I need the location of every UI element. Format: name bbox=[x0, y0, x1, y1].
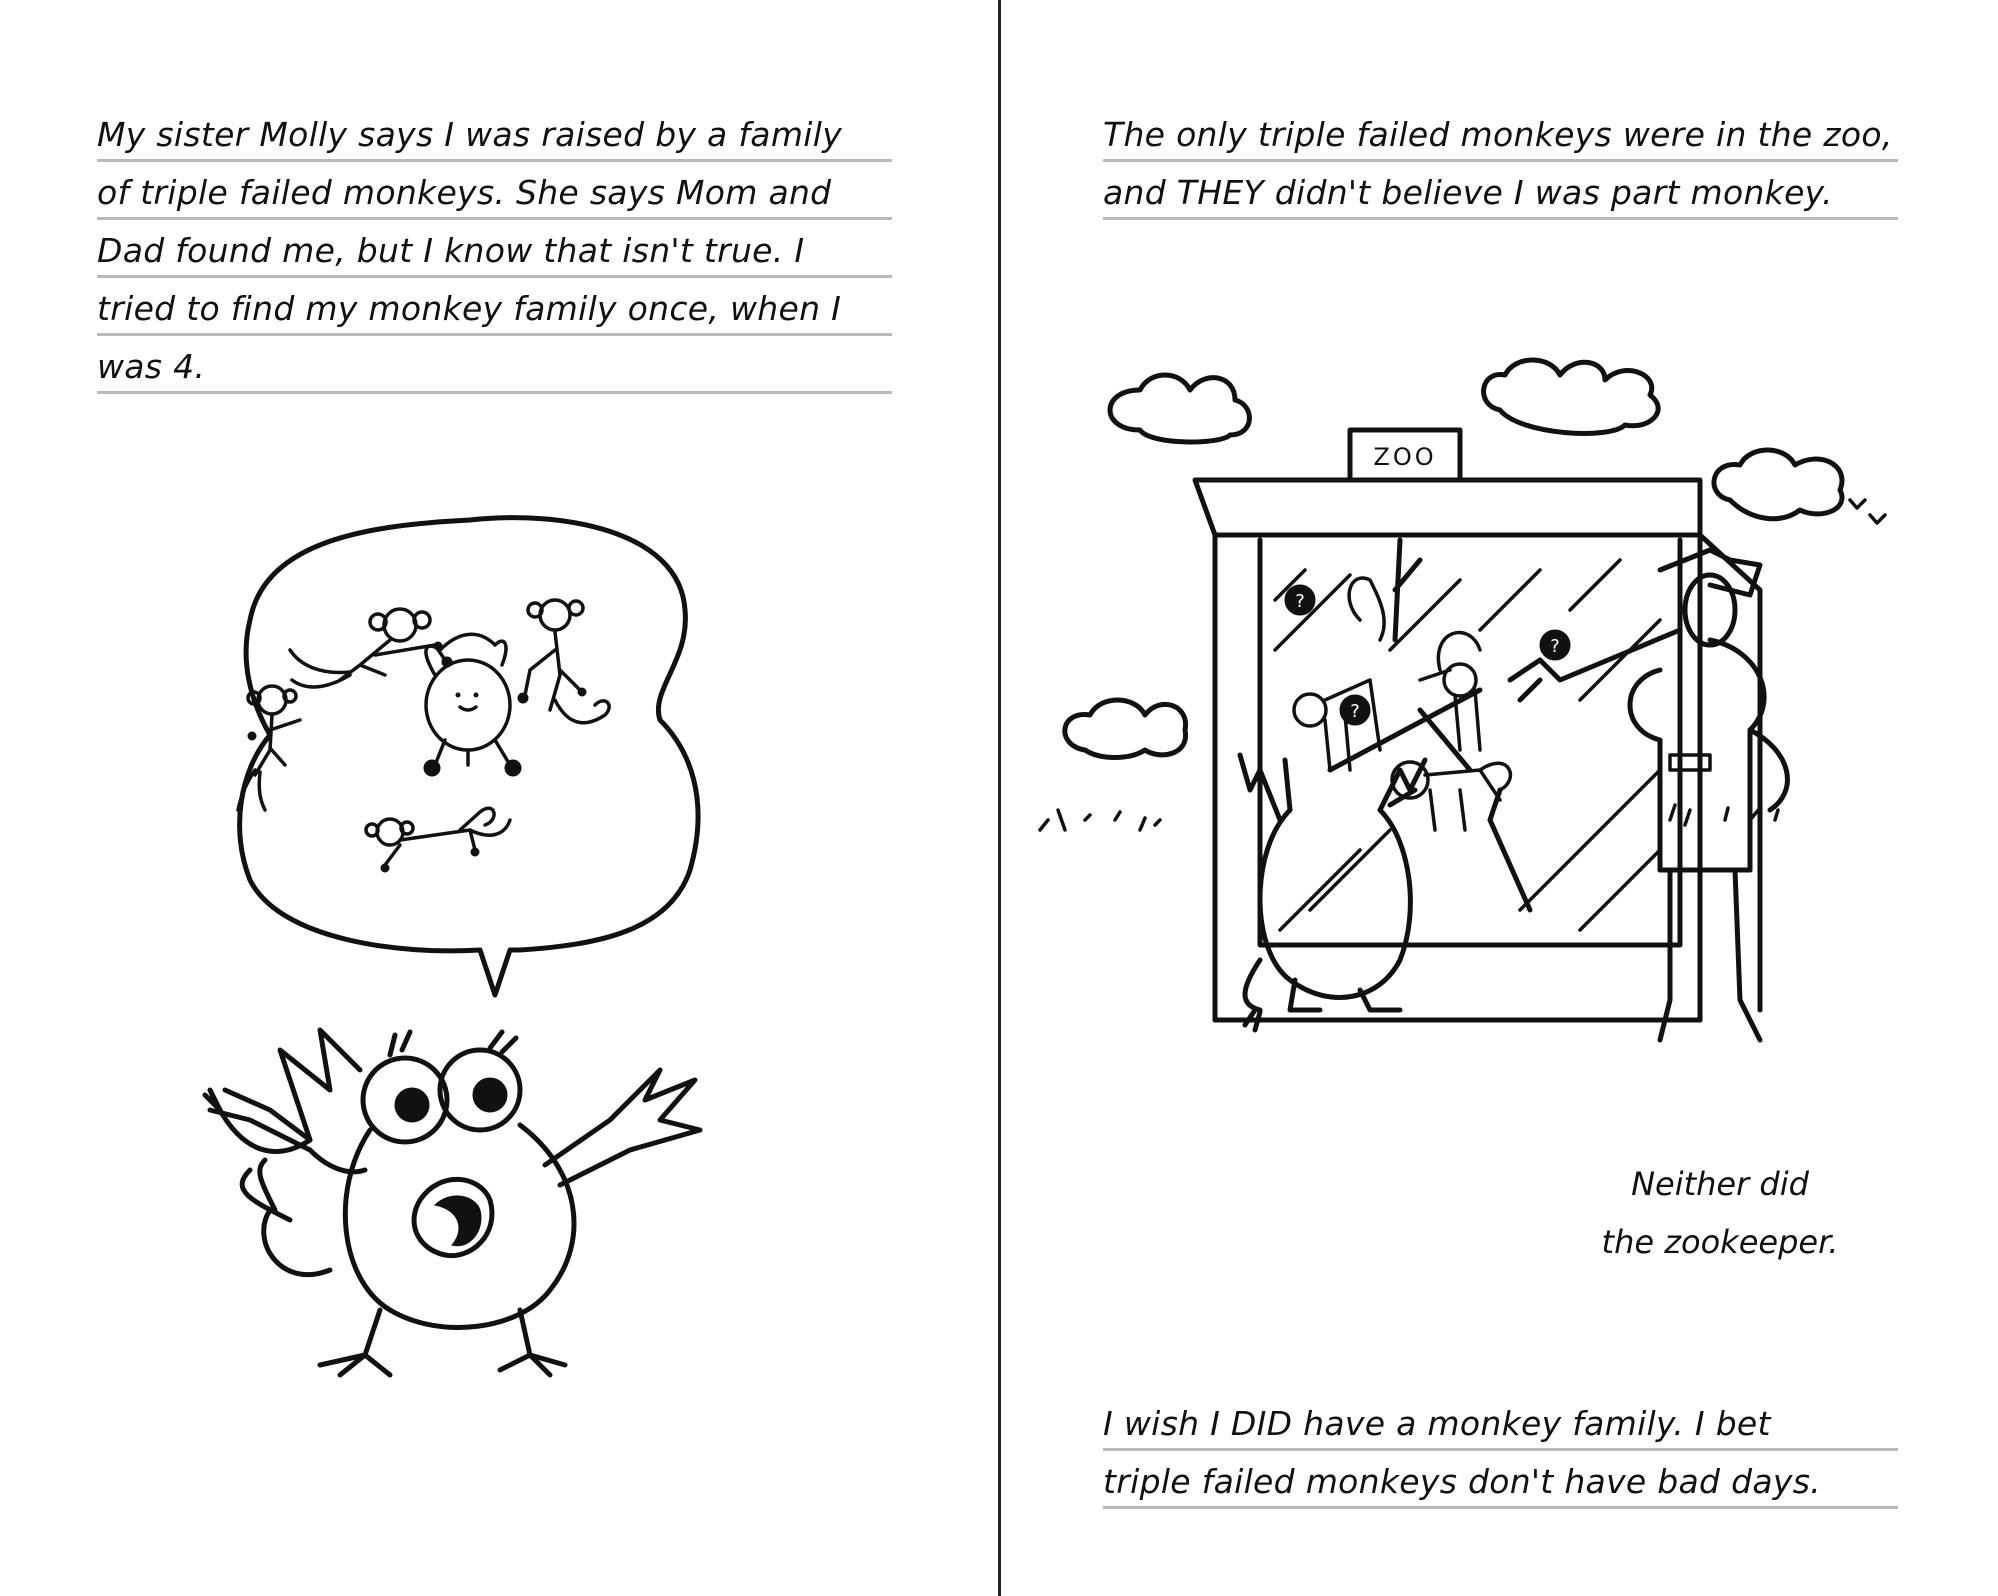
left-line-5: was 4. bbox=[97, 336, 892, 394]
left-line-3: Dad found me, but I know that isn't true. I bbox=[97, 220, 892, 278]
right-bottom-paragraph bbox=[1103, 1393, 1898, 1509]
question-mark-icon bbox=[1540, 630, 1570, 660]
cloud-icon bbox=[1110, 375, 1249, 442]
right-top-paragraph bbox=[1103, 104, 1898, 220]
svg-text:?: ? bbox=[1295, 591, 1305, 612]
zookeeper-caption bbox=[1570, 1155, 1870, 1271]
right-bottom-line-1: I wish I DID have a monkey family. I bet bbox=[1103, 1393, 1898, 1451]
zoo-scene-illustration bbox=[1060, 350, 1960, 1110]
monkey-doodle-3 bbox=[238, 686, 300, 810]
right-bottom-line-2: triple failed monkeys don't have bad days. bbox=[1103, 1451, 1898, 1509]
question-mark-icon bbox=[1285, 585, 1315, 615]
zoo-sign-text: ZOO bbox=[1373, 443, 1437, 471]
svg-text:?: ? bbox=[1550, 636, 1560, 657]
monster-illustration bbox=[190, 1010, 720, 1390]
cloud-icon bbox=[1065, 700, 1186, 758]
monkey-doodle-4 bbox=[366, 808, 510, 872]
thought-bubble-illustration bbox=[210, 500, 730, 1020]
kid-monster-back bbox=[1240, 755, 1425, 1030]
caption-line-1: Neither did bbox=[1631, 1165, 1809, 1203]
left-line-1: My sister Molly says I was raised by a family bbox=[97, 104, 892, 162]
right-top-line-2: and THEY didn't believe I was part monkey. bbox=[1103, 162, 1898, 220]
left-paragraph bbox=[97, 104, 892, 394]
cloud-icon bbox=[1484, 360, 1659, 433]
center-creature-doodle bbox=[424, 634, 521, 776]
right-top-line-1: The only triple failed monkeys were in the zoo, bbox=[1103, 104, 1898, 162]
cloud-icon bbox=[1714, 450, 1842, 519]
zookeeper-figure bbox=[1510, 550, 1787, 1040]
page-gutter bbox=[998, 0, 1001, 1596]
caged-monkeys bbox=[1294, 578, 1510, 830]
monkey-doodle-2 bbox=[518, 600, 609, 723]
left-line-4: tried to find my monkey family once, when I bbox=[97, 278, 892, 336]
left-line-2: of triple failed monkeys. She says Mom and bbox=[97, 162, 892, 220]
caption-line-2: the zookeeper. bbox=[1601, 1223, 1839, 1261]
svg-text:?: ? bbox=[1350, 701, 1360, 722]
